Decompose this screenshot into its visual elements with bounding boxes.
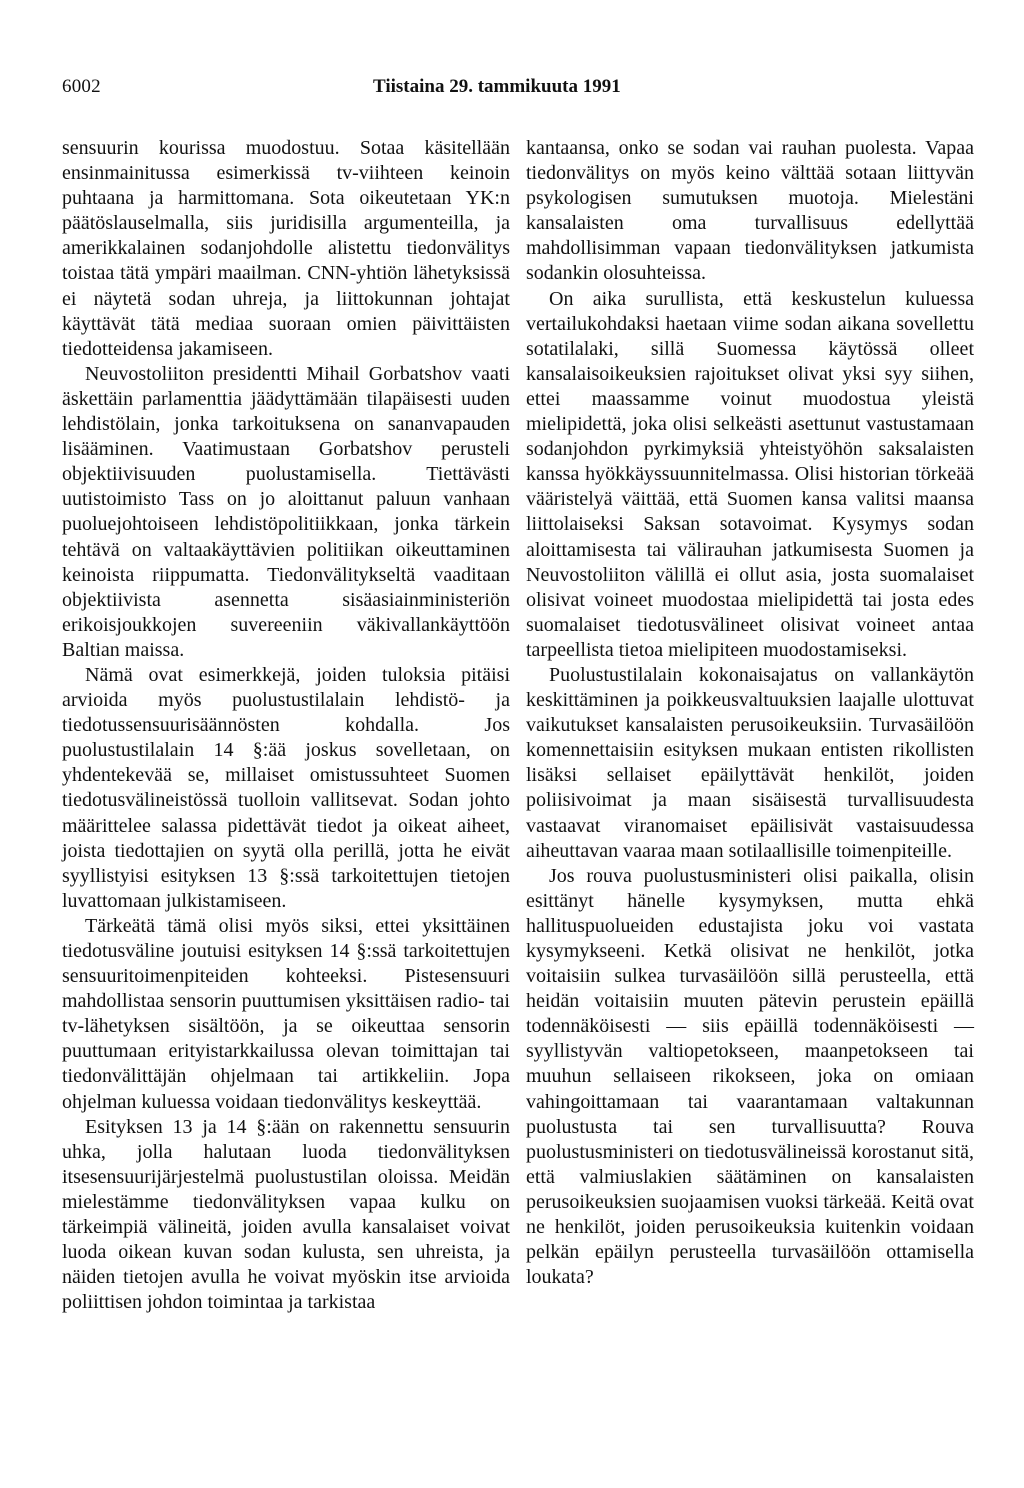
page-number: 6002 <box>62 76 101 97</box>
paragraph: Puolustustilalain kokonaisajatus on vallankäytön keskittäminen ja poikkeusvaltuuksien laajalle ulottuvat vaikutukset kansalaisten perusoikeuksiin. Turvasäilöön komennettaisiin esityksen mukaan entisten rikollisten lisäksi sellaiset epäilyttävät henkilöt, joiden poliisivoimat ja maan sisäisestä turvallisuudesta vastaavat viranomaiset epäilisivät vastaisuudessa aiheuttavan vaaraa maan sotilaallisille toimenpiteille. <box>526 663 974 862</box>
text-column-left <box>62 136 510 1315</box>
text-column-right <box>526 136 974 1290</box>
running-header-date: Tiistaina 29. tammikuuta 1991 <box>373 76 621 97</box>
paragraph: kantaansa, onko se sodan vai rauhan puolesta. Vapaa tiedonvälitys on myös keino välttää sotaan liittyvän psykologisen sumutuksen muotoja. Mielestäni kansalaisten oma turvallisuus edellyttää mahdollisimman vapaan tiedonvälityksen jatkumista sodankin olosuhteissa. <box>526 137 974 285</box>
paragraph: Nämä ovat esimerkkejä, joiden tuloksia pitäisi arvioida myös puolustustilalain lehdistö- ja tiedotussensuurisäännösten kohdalla. Jos puolustustilalain 14 §:ää joskus sovelletaan, on yhdentekevää se, millaiset omistussuhteet Suomen tiedotusvälineistössä tuolloin vallitsevat. Sodan johto määrittelee salassa pidettävät tiedot ja oikeat aiheet, joista tiedottajien on syytä olla perillä, jotta he eivät syyllistyisi esityksen 13 §:ssä tarkoitettujen tietojen luvattomaan julkistamiseen. <box>62 663 510 912</box>
paragraph: sensuurin kourissa muodostuu. Sotaa käsitellään ensinmainitussa esimerkissä tv-viihteen keinoin puhtaana ja harmittomana. Sota oikeutetaan YK:n päätöslauselmalla, siis juridisilla argumenteilla, ja amerikkalainen sodanjohdolle alistettu tiedonvälitys toistaa tätä ympäri maailman. CNN-yhtiön lähetyksissä ei näytetä sodan uhreja, ja liittokunnan johtajat käyttävät tätä mediaa suoraan omien päivittäisten tiedotteidensa jakamiseen. <box>62 137 510 360</box>
paragraph: Neuvostoliiton presidentti Mihail Gorbatshov vaati äskettäin parlamenttia jäädyttämään tilapäisesti uuden lehdistölain, jonka tarkoituksena on sananvapauden lisääminen. Vaatimustaan Gorbatshov perusteli objektiivisuuden puolustamisella. Tiettävästi uutistoimisto Tass on jo aloittanut paluun vanhaan puoluejohtoiseen lehdistöpolitiikkaan, jonka tärkein tehtävä on valtaakäyttävien politiikan oikeuttaminen keinoista riippumatta. Tiedonvälitykseltä vaaditaan objektiivista asennetta sisäasiainministeriön erikoisjoukkojen suvereeniin väkivallankäyttöön Baltian maissa. <box>62 362 510 661</box>
paragraph: Tärkeätä tämä olisi myös siksi, ettei yksittäinen tiedotusväline joutuisi esityksen 14 §:ssä tarkoitettujen sensuuritoimenpiteiden kohteeksi. Pistesensuuri mahdollistaa sensorin puuttumisen yksittäisen radio- tai tv-lähetyksen sisältöön, ja se oikeuttaa sensorin puuttumaan erityistarkkailussa olevan toimittajan tai tiedonvälittäjän ohjelmaan tai artikkeliin. Jopa ohjelman kuluessa voidaan tiedonvälitys keskeyttää. <box>62 914 510 1113</box>
paragraph: On aika surullista, että keskustelun kuluessa vertailukohdaksi haetaan viime sodan aikana sovellettu sotatilalaki, sillä Suomessa käytössä olleet kansalaisoikeuksien rajoitukset olivat yksi syy siihen, ettei maassamme voinut muodostua yleistä mielipidettä, joka olisi selkeästi asettunut vastustamaan sodanjohdon pyrkimyksiä yhteistyöhön saksalaisten kanssa hyökkäyssuunnitelmassa. Olisi historian törkeää vääristelyä väittää, että Suomen kansa valitsi maansa liittolaiseksi Saksan sotavoimat. Kysymys sodan aloittamisesta tai välirauhan jatkumisesta Suomen ja Neuvostoliiton välillä ei ollut asia, josta suomalaiset olisivat voineet muodostaa mielipidettä tai josta edes suomalaiset tiedotusvälineet olisivat voineet antaa tarpeellista tietoa mielipiteen muodostamiseksi. <box>526 287 974 661</box>
paragraph: Esityksen 13 ja 14 §:ään on rakennettu sensuurin uhka, jolla halutaan luoda tiedonvälityksen itsesensuurijärjestelmä puolustustilan oloissa. Meidän mielestämme tiedonvälityksen vapaa kulku on tärkeimpiä välineitä, joiden avulla kansalaiset voivat luoda oikean kuvan sodan kulusta, sen uhreista, ja näiden tietojen avulla he voivat myöskin itse arvioida poliittisen johdon toimintaa ja tarkistaa <box>62 1115 510 1314</box>
paragraph: Jos rouva puolustusministeri olisi paikalla, olisin esittänyt hänelle kysymyksen, mutta ehkä hallituspuolueiden edustajista joku voi vastata kysymykseeni. Ketkä olisivat ne henkilöt, jotka voitaisiin sulkea turvasäilöön sillä perusteella, että heidän voitaisiin muuten pätevin perustein epäillä todennäköisesti — siis epäillä todennäköisesti — syyllistyvän valtiopetokseen, maanpetokseen tai muuhun sellaiseen rikokseen, joka on omiaan vahingoittamaan tai vaarantamaan valtakunnan puolustusta tai sen turvallisuutta? Rouva puolustusministeri on tiedotusvälineissä korostanut sitä, että valmiuslakien säätäminen on kansalaisten perusoikeuksien suojaamisen vuoksi tärkeää. Keitä ovat ne henkilöt, joiden perusoikeuksia kuitenkin voidaan pelkän epäilyn perusteella turvasäilöön ottamisella loukata? <box>526 864 974 1289</box>
